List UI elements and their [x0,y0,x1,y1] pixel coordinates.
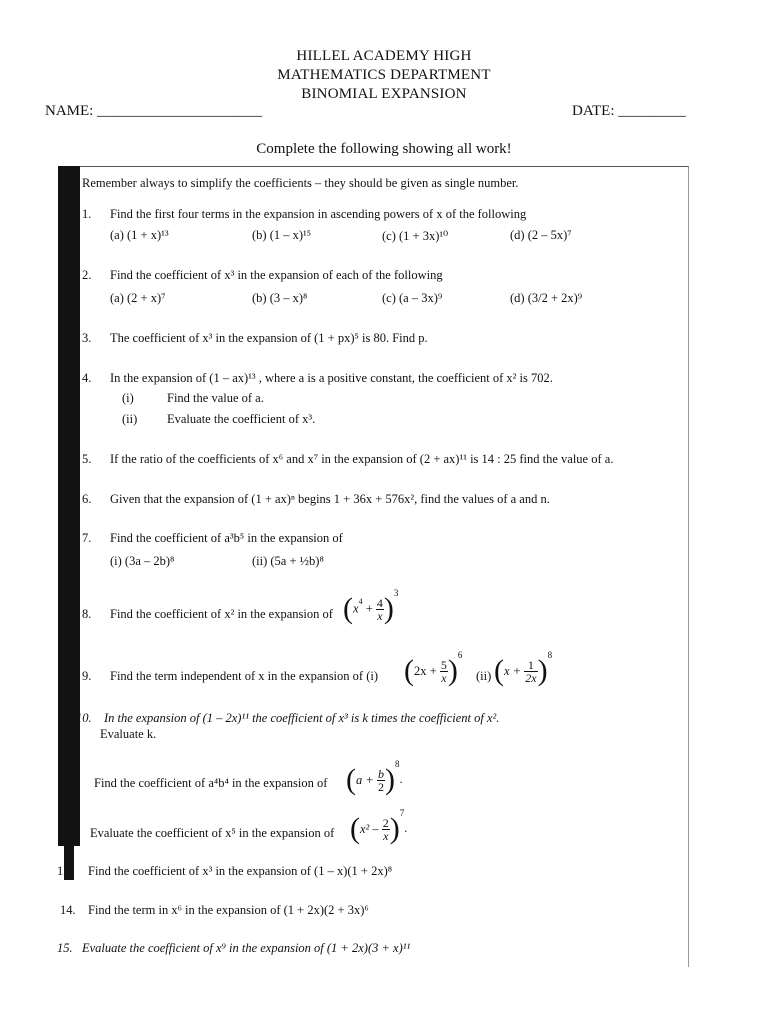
q1-number: 1. [82,207,92,221]
q8-expression: ($x^4$ + $\frac{4}{x}$ )$^3$ [343,587,399,625]
q8-fraction [376,597,384,622]
q9-ii-label: (ii) [476,669,492,683]
q15-number: 15. [57,941,73,955]
q9-text: Find the term independent of x in the expansion of (i) [110,669,378,683]
q13-text: Find the coefficient of x³ in the expansion of (1 – x)(1 + 2x)⁸ [88,864,393,878]
q9-e2-base: x + [504,663,522,678]
q3-number: 3. [82,331,92,345]
q9-e1-numerator: 5 [440,657,447,672]
q11-expression: (a + $\frac{b}{2}$ )$^8$. [346,758,403,796]
q2-part-b: (b) (3 – x)⁸ [252,291,308,305]
q12-numerator: 2 [382,815,389,830]
q2-text: Find the coefficient of x³ in the expansion of each of the following [110,268,443,282]
q6-number: 6. [82,492,92,506]
q9-e1-power: 6 [457,649,463,660]
q1-part-a: (a) (1 + x)¹³ [110,228,169,242]
q14-text: Find the term in x⁶ in the expansion of (1 + 2x)(2 + 3x)⁶ [88,903,369,917]
q10-text: In the expansion of (1 – 2x)¹¹ the coefficient of x³ is k times the coefficient of x². [104,711,500,725]
q7-part-ii: (ii) (5a + ½b)⁸ [252,554,324,568]
q9-number: 9. [82,669,92,683]
q11-fraction [377,768,385,793]
q13-number: 13. [57,864,73,878]
q5-text: If the ratio of the coefficients of x⁶ and x⁷ in the expansion of (2 + ax)¹¹ is 14 : 25 find the value of a. [110,452,614,466]
q2-number: 2. [82,268,92,282]
q12-denominator: x [383,828,389,843]
department: MATHEMATICS DEPARTMENT [277,67,491,83]
q12-fraction [382,817,390,842]
q9-e2-numerator: 1 [524,659,537,672]
q8-frac-denominator: x [377,608,383,623]
q4-ii-label: (ii) [122,412,138,426]
q4-i-label: (i) [122,391,134,405]
q10-number: 10. [76,711,92,725]
q7-part-i: (i) (3a – 2b)⁸ [110,554,175,568]
q11-power: 8 [394,758,400,769]
q1-part-d: (d) (2 – 5x)⁷ [510,228,572,242]
scan-edge-shadow [58,166,80,846]
q9-e1-denominator: x [441,670,447,685]
remember-note: Remember always to simplify the coefficients – they should be given as single number. [82,176,519,190]
q9-e1-fraction [440,659,448,684]
q12-power: 7 [399,807,405,818]
q7-text: Find the coefficient of a³b⁵ in the expansion of [110,531,343,545]
date-field[interactable]: DATE: _________ [572,103,686,119]
q14-number: 14. [60,903,76,917]
q9-e1-base: 2x + [414,663,437,678]
school-name: HILLEL ACADEMY HIGH [296,48,472,64]
q8-frac-numerator: 4 [376,595,383,610]
worksheet-title: BINOMIAL EXPANSION [301,86,467,102]
q8-text: Find the coefficient of x² in the expansion of [110,607,333,621]
q8-number: 8. [82,607,92,621]
q2-part-a: (a) (2 + x)⁷ [110,291,166,305]
q11-numerator: b [377,766,384,781]
q8-base-power: 4 [358,596,363,606]
q15-text: Evaluate the coefficient of x⁹ in the expansion of (1 + 2x)(3 + x)¹¹ [82,941,411,955]
q12-base: x² – [360,821,379,836]
q2-part-c: (c) (a – 3x)⁹ [382,291,443,305]
q11-denominator: 2 [377,779,384,794]
q1-part-c: (c) (1 + 3x)¹⁰ [382,229,449,243]
name-field[interactable]: NAME: ______________________ [45,103,263,119]
q5-number: 5. [82,452,92,466]
q9-expression-ii: (x + $\frac{1}{2x}$ )$^8$ [494,649,553,687]
q9-e2-power: 8 [547,649,553,660]
q3-text: The coefficient of x³ in the expansion of (1 + px)⁵ is 80. Find p. [110,331,428,345]
q10-text-2: Evaluate k. [100,727,157,741]
q11-text: Find the coefficient of a⁴b⁴ in the expansion of [94,776,328,790]
q9-expression-i: (2x + $\frac{5}{x}$ )$^6$ [404,649,463,687]
q9-e2-denominator: 2x [525,670,537,685]
q4-ii-text: Evaluate the coefficient of x³. [167,412,316,426]
q8-base: x [353,600,359,615]
q4-text: In the expansion of (1 – ax)¹³ , where a is a positive constant, the coefficient of x² is 702. [110,371,553,385]
instruction: Complete the following showing all work! [256,141,512,157]
q12-expression: (x² – $\frac{2}{x}$ )$^7$. [350,807,408,845]
q7-number: 7. [82,531,92,545]
q4-i-text: Find the value of a. [167,391,264,405]
q6-text: Given that the expansion of (1 + ax)ⁿ begins 1 + 36x + 576x², find the values of a and n. [110,492,550,506]
q1-text: Find the first four terms in the expansion in ascending powers of x of the following [110,207,527,221]
q8-outer-power: 3 [393,587,399,598]
q4-number: 4. [82,371,92,385]
q9-e2-fraction [524,659,537,684]
q12-text: Evaluate the coefficient of x⁵ in the expansion of [90,826,335,840]
q11-base: a + [356,772,374,787]
q2-part-d: (d) (3/2 + 2x)⁹ [510,291,583,305]
q1-part-b: (b) (1 – x)¹⁵ [252,228,312,242]
